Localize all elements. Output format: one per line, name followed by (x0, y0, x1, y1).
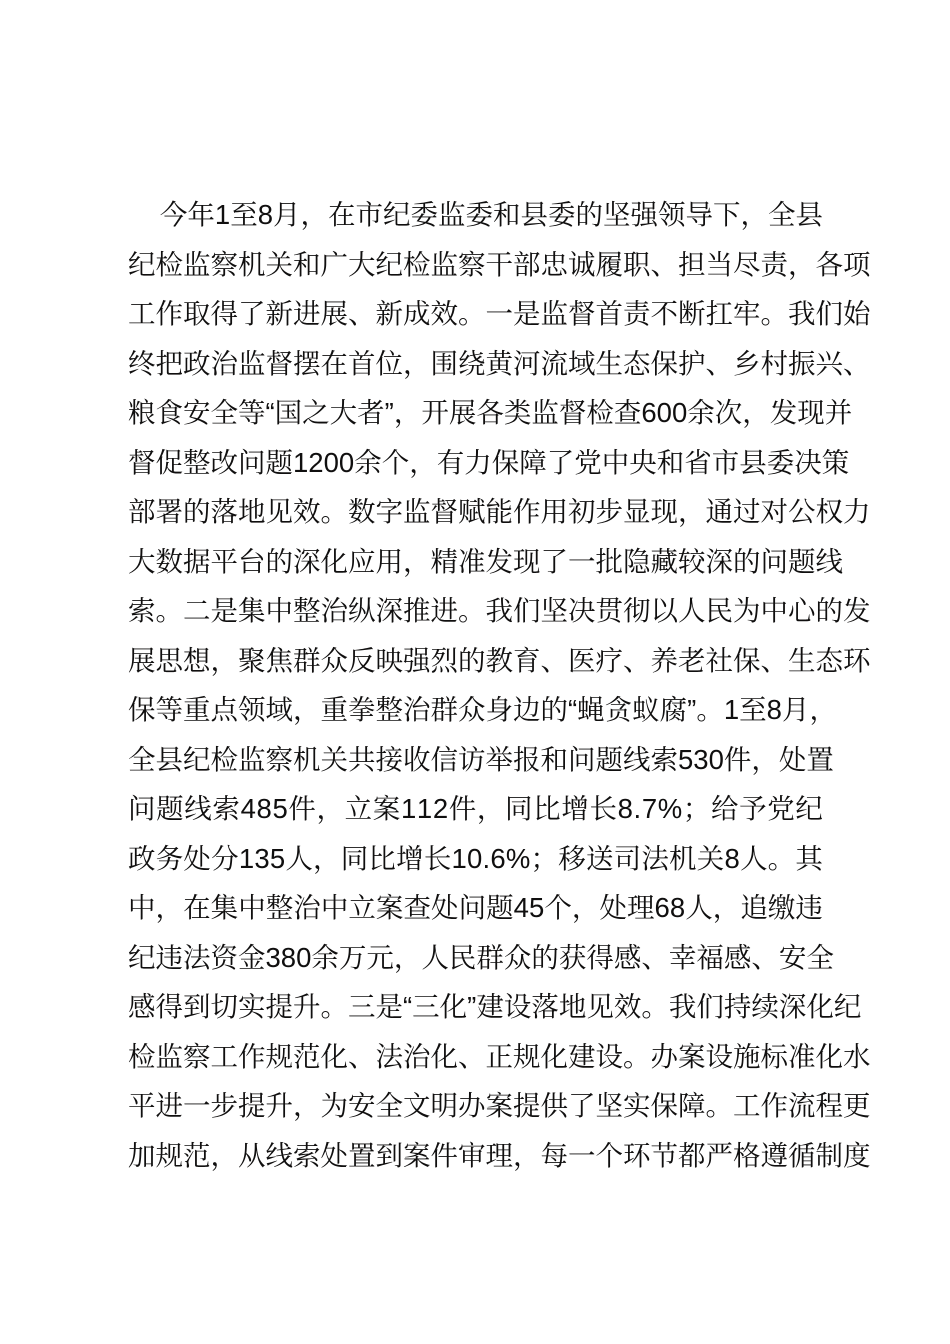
paragraph-line: 感 得 到 切 实 提 升 。 三 是 “ 三 化 ” 建 设 落 地 见 效 。 我 们 持 续 深 化 纪 (128, 991, 862, 1022)
document-body (128, 190, 871, 1180)
paragraph-line: 粮 食 安 全 等 “ 国 之 大 者 ” ， 开 展 各 类 监 督 检 查 6 0 0 余 次 ， 发 现 并 (128, 397, 853, 428)
paragraph-line: 今 年 1 至 8 月 ， 在 市 纪 委 监 委 和 县 委 的 坚 强 领 导 下 ， 全 县 (128, 190, 823, 240)
paragraph-line: 督 促 整 改 问 题 1 2 0 0 余 个 ， 有 力 保 障 了 党 中 央 和 省 市 县 委 决 策 (128, 446, 850, 478)
paragraph-line: 索 。 二 是 集 中 整 治 纵 深 推 进 。 我 们 坚 决 贯 彻 以 人 民 为 中 心 的 发 (128, 595, 871, 626)
paragraph-indent (128, 190, 160, 240)
paragraph-line: 纪 检 监 察 机 关 和 广 大 纪 检 监 察 干 部 忠 诚 履 职 、 担 当 尽 责 ， 各 项 (128, 248, 871, 280)
paragraph-line: 中 ， 在 集 中 整 治 中 立 案 查 处 问 题 4 5 个 ， 处 理 6 8 人 ， 追 缴 违 (128, 892, 823, 923)
paragraph-line: 纪 违 法 资 金 3 8 0 余 万 元 ， 人 民 群 众 的 获 得 感 、 幸 福 感 、 安 全 (128, 941, 834, 973)
paragraph-line: 问 题 线 索 4 8 5 件 ， 立 案 1 1 2 件 ， 同 比 增 长 8 . 7 % ； 给 予 党 纪 (128, 793, 823, 824)
paragraph-line: 加 规 范 ， 从 线 索 处 置 到 案 件 审 理 ， 每 一 个 环 节 都 严 格 遵 循 制 度 (128, 1139, 871, 1171)
paragraph-line: 政 务 处 分 1 3 5 人 ， 同 比 增 长 1 0 . 6 % ； 移 送 司 法 机 关 8 人 。 其 (128, 842, 823, 874)
paragraph-line: 检 监 察 工 作 规 范 化 、 法 治 化 、 正 规 化 建 设 。 办 案 设 施 标 准 化 水 (128, 1040, 871, 1072)
paragraph-line: 工 作 取 得 了 新 进 展 、 新 成 效 。 一 是 监 督 首 责 不 断 扛 牢 。 我 们 始 (128, 298, 871, 329)
paragraph-line: 保 等 重 点 领 域 ， 重 拳 整 治 群 众 身 边 的 “ 蝇 贪 蚁 腐 ” 。 1 至 8 月 ， (128, 694, 837, 725)
paragraph-line: 部 署 的 落 地 见 效 。 数 字 监 督 赋 能 作 用 初 步 显 现 ， 通 过 对 公 权 力 (128, 496, 871, 527)
paragraph-line: 全 县 纪 检 监 察 机 关 共 接 收 信 访 举 报 和 问 题 线 索 5 3 0 件 ， 处 置 (128, 743, 834, 775)
paragraph-line: 终 把 政 治 监 督 摆 在 首 位 ， 围 绕 黄 河 流 域 生 态 保 护 、 乡 村 振 兴 、 (128, 347, 871, 379)
paragraph-line: 展 思 想 ， 聚 焦 群 众 反 映 强 烈 的 教 育 、 医 疗 、 养 老 社 保 、 生 态 环 (128, 644, 871, 676)
paragraph-line: 平 进 一 步 提 升 ， 为 安 全 文 明 办 案 提 供 了 坚 实 保 障 。 工 作 流 程 更 (128, 1090, 871, 1121)
paragraph-line: 大 数 据 平 台 的 深 化 应 用 ， 精 准 发 现 了 一 批 隐 藏 较 深 的 问 题 线 (128, 545, 843, 577)
